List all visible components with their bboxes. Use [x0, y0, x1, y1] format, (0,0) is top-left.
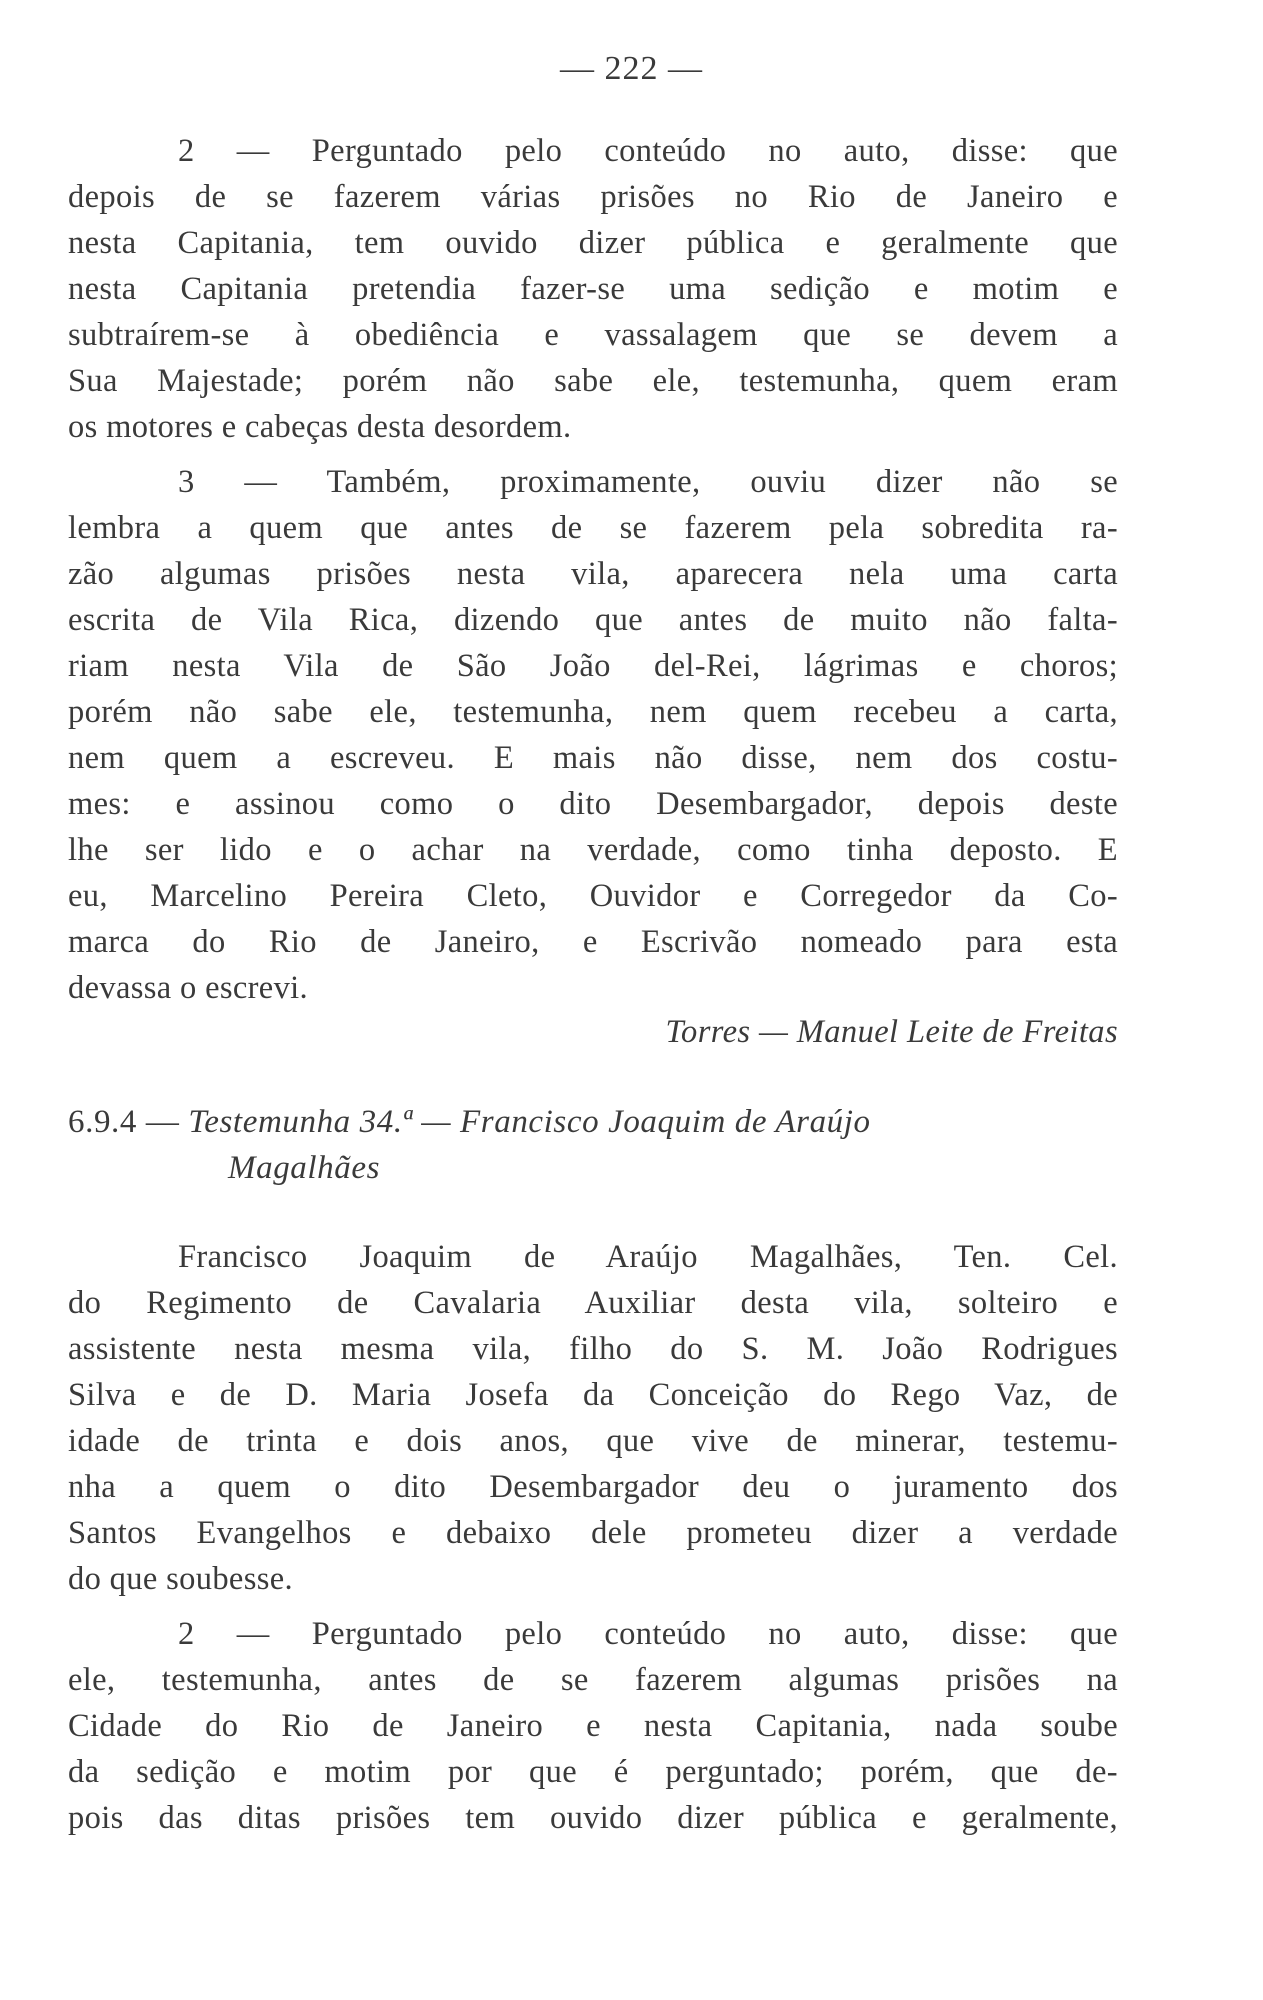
text-line: do que soubesse. — [68, 1561, 293, 1597]
text-line: nesta Capitania pretendia fazer-se uma sedição e motim e — [68, 271, 1118, 307]
section-number: 6.9.4 — — [68, 1104, 180, 1140]
page-number: — 222 — — [560, 50, 703, 87]
text-line: depois de se fazerem várias prisões no Rio de Janeiro e — [68, 179, 1118, 215]
text-line: do Regimento de Cavalaria Auxiliar desta vila, solteiro e — [68, 1285, 1118, 1321]
text-line: os motores e cabeças desta desordem. — [68, 409, 572, 445]
section-title: Testemunha 34.ª — Francisco Joaquim de Araújo — [188, 1104, 871, 1140]
text-line: Silva e de D. Maria Josefa da Conceição do Rego Vaz, de — [68, 1377, 1118, 1413]
text-line: lhe ser lido e o achar na verdade, como tinha deposto. E — [68, 832, 1118, 868]
text-line: mes: e assinou como o dito Desembargador, depois deste — [68, 786, 1118, 822]
text-line: nha a quem o dito Desembargador deu o juramento dos — [68, 1469, 1118, 1505]
text-line: pois das ditas prisões tem ouvido dizer pública e geralmente, — [68, 1800, 1118, 1836]
section-heading — [68, 1104, 1118, 1141]
text-line: porém não sabe ele, testemunha, nem quem recebeu a carta, — [68, 694, 1118, 730]
text-line: lembra a quem que antes de se fazerem pela sobredita ra- — [68, 510, 1118, 546]
text-line: eu, Marcelino Pereira Cleto, Ouvidor e Corregedor da Co- — [68, 878, 1118, 914]
signature-line: Torres — Manuel Leite de Freitas — [665, 1014, 1118, 1050]
text-line: subtraírem-se à obediência e vassalagem que se devem a — [68, 317, 1118, 353]
text-line: Cidade do Rio de Janeiro e nesta Capitania, nada soube — [68, 1708, 1118, 1744]
text-line: idade de trinta e dois anos, que vive de minerar, testemu- — [68, 1423, 1118, 1459]
text-line: zão algumas prisões nesta vila, aparecera nela uma carta — [68, 556, 1118, 592]
text-line: 2 — Perguntado pelo conteúdo no auto, disse: que — [178, 1616, 1118, 1652]
text-line: ele, testemunha, antes de se fazerem algumas prisões na — [68, 1662, 1118, 1698]
text-line: 3 — Também, proximamente, ouviu dizer não se — [178, 464, 1118, 500]
text-line: devassa o escrevi. — [68, 970, 309, 1006]
text-line: riam nesta Vila de São João del-Rei, lágrimas e choros; — [68, 648, 1118, 684]
text-line: Santos Evangelhos e debaixo dele prometeu dizer a verdade — [68, 1515, 1118, 1551]
text-line: da sedição e motim por que é perguntado; porém, que de- — [68, 1754, 1118, 1790]
text-line: escrita de Vila Rica, dizendo que antes de muito não falta- — [68, 602, 1118, 638]
text-line: assistente nesta mesma vila, filho do S. M. João Rodrigues — [68, 1331, 1118, 1367]
section-title-continuation: Magalhães — [228, 1150, 381, 1186]
text-line: Sua Majestade; porém não sabe ele, testemunha, quem eram — [68, 363, 1118, 399]
text-line: 2 — Perguntado pelo conteúdo no auto, disse: que — [178, 133, 1118, 169]
text-line: nem quem a escreveu. E mais não disse, nem dos costu- — [68, 740, 1118, 776]
text-line: Francisco Joaquim de Araújo Magalhães, Ten. Cel. — [178, 1239, 1118, 1275]
text-line: nesta Capitania, tem ouvido dizer pública e geralmente que — [68, 225, 1118, 261]
text-line: marca do Rio de Janeiro, e Escrivão nomeado para esta — [68, 924, 1118, 960]
